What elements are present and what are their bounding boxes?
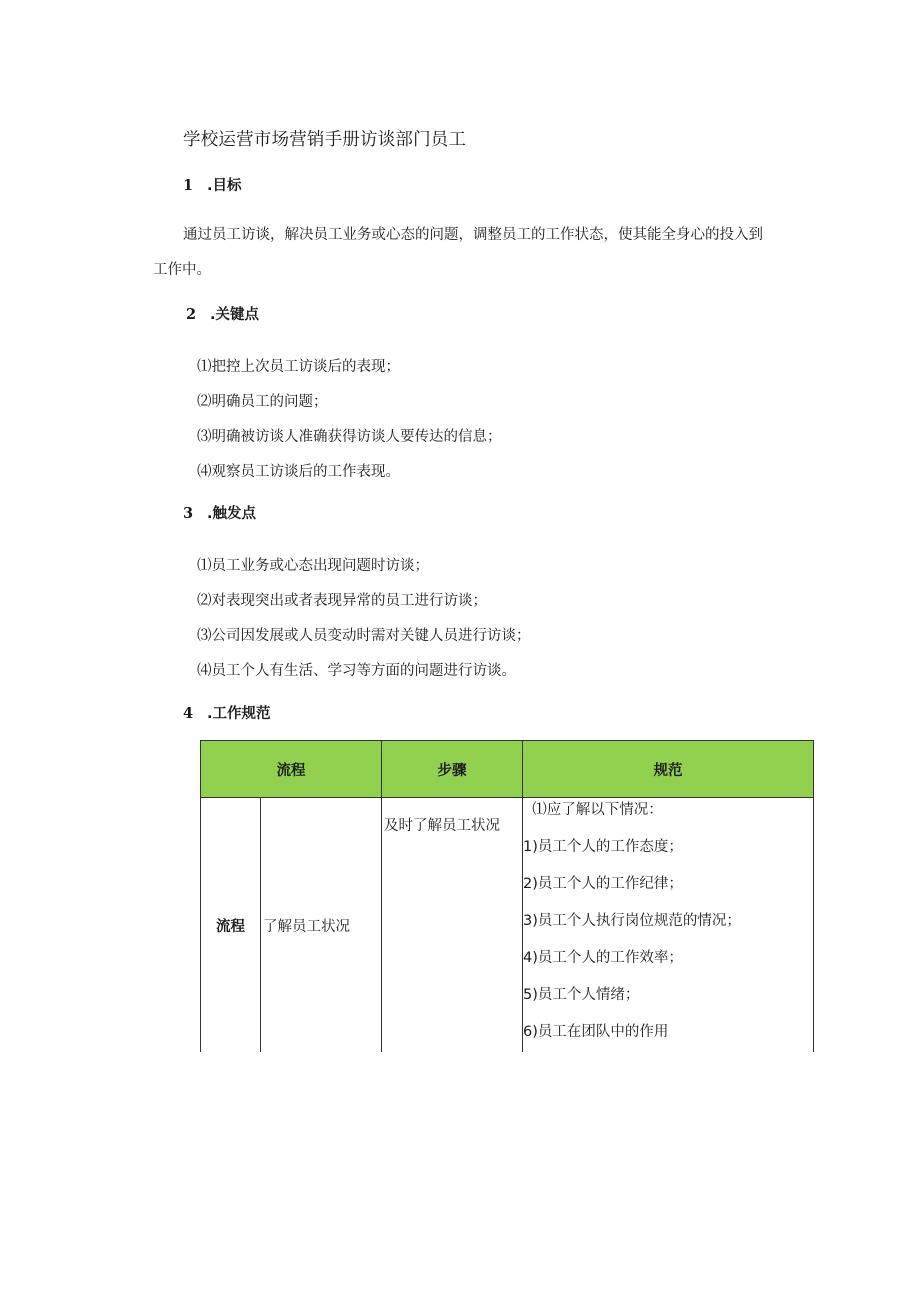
step-text: 及时了解员工状况 [384, 818, 500, 834]
spec-list [523, 800, 741, 1059]
section-title: .关键点 [210, 307, 260, 323]
spec-line: 5)员工个人情绪； [523, 987, 640, 1003]
work-spec-table [200, 740, 814, 1052]
header-step: 步骤 [382, 741, 523, 798]
goal-paragraph-line1: 通过员工访谈，解决员工业务或心态的问题，调整员工的工作状态，使其能全身心的投入到 [183, 227, 763, 243]
cell-flow: 流程 [201, 798, 261, 1053]
key-point-item: ⑵明确员工的问题； [197, 394, 328, 410]
section-number: 4 [183, 705, 194, 722]
section-heading-goal [183, 174, 242, 195]
cell-sub-process: 了解员工状况 [261, 798, 382, 1053]
spec-line: 2)员工个人的工作纪律； [523, 876, 683, 892]
key-point-item: ⑷观察员工访谈后的工作表现。 [197, 464, 400, 480]
section-heading-key-points [186, 303, 259, 324]
spec-line: ⑴应了解以下情况： [523, 802, 663, 818]
cell-spec [523, 798, 814, 1053]
trigger-item: ⑷员工个人有生活、学习等方面的问题进行访谈。 [197, 663, 516, 679]
section-title: .触发点 [207, 506, 257, 522]
spec-line: 1)员工个人的工作态度； [523, 839, 683, 855]
header-spec: 规范 [523, 741, 814, 798]
section-heading-triggers [183, 502, 256, 523]
document-title: 学校运营市场营销手册访谈部门员工 [183, 130, 467, 150]
table-row [201, 798, 814, 1053]
trigger-item: ⑴员工业务或心态出现问题时访谈； [197, 558, 429, 574]
section-title: .工作规范 [207, 706, 271, 722]
key-point-item: ⑶明确被访谈人准确获得访谈人要传达的信息； [197, 429, 502, 445]
header-flow: 流程 [201, 741, 382, 798]
goal-paragraph-line2: 工作中。 [153, 262, 211, 278]
spec-line: 3)员工个人执行岗位规范的情况； [523, 913, 741, 929]
section-heading-work-spec [183, 702, 271, 723]
section-number: 1 [183, 177, 194, 194]
trigger-item: ⑶公司因发展或人员变动时需对关键人员进行访谈； [197, 628, 531, 644]
key-point-item: ⑴把控上次员工访谈后的表现； [197, 359, 400, 375]
table-header-row [201, 741, 814, 798]
spec-line: 4)员工个人的工作效率； [523, 950, 683, 966]
spec-line: 6)员工在团队中的作用 [523, 1024, 669, 1040]
trigger-item: ⑵对表现突出或者表现异常的员工进行访谈； [197, 593, 487, 609]
section-title: .目标 [207, 178, 242, 194]
section-number: 2 [186, 306, 197, 323]
section-number: 3 [183, 505, 194, 522]
cell-step [382, 798, 523, 1053]
